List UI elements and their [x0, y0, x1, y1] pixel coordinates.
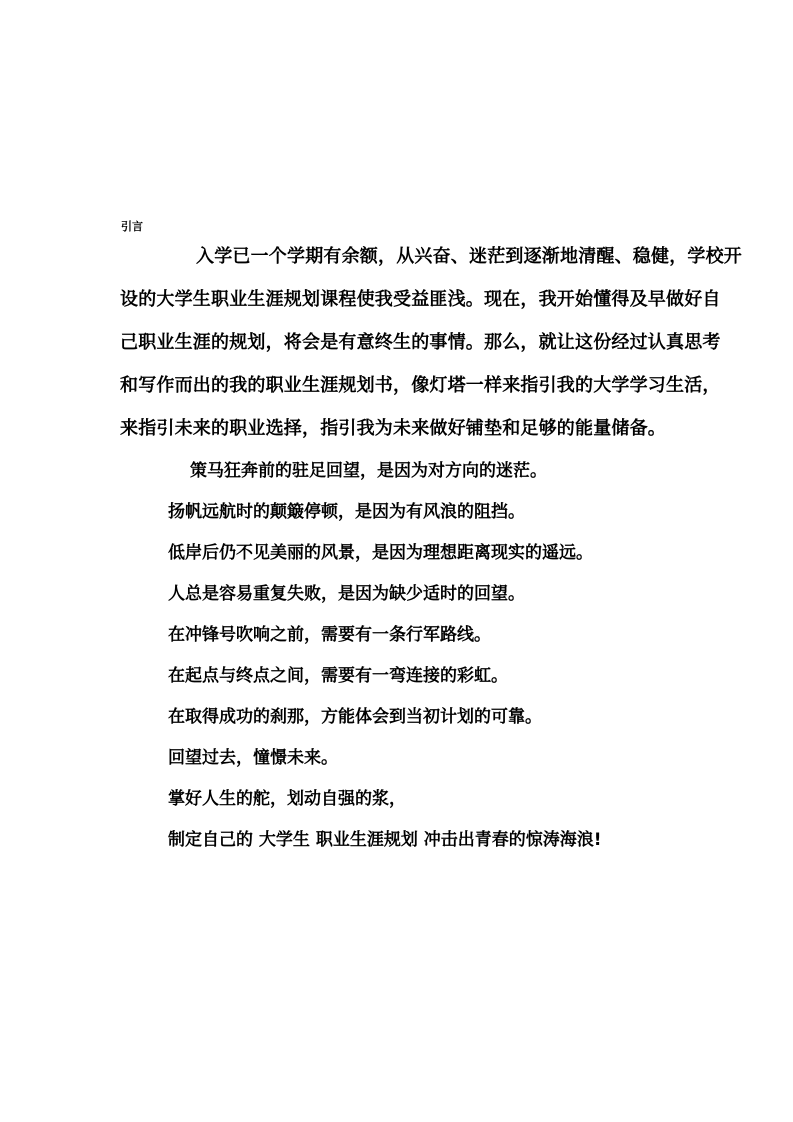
poem-line: 在冲锋号吹响之前，需要有一条行军路线。: [168, 625, 491, 645]
poem-line: 扬帆远航时的颠簸停顿，是因为有风浪的阻挡。: [168, 502, 525, 522]
poem-line: 人总是容易重复失败，是因为缺少适时的回望。: [168, 584, 525, 604]
paragraph-line: 来指引未来的职业选择，指引我为未来做好铺垫和足够的能量储备。: [120, 418, 666, 439]
poem-line: 低岸后仍不见美丽的风景，是因为理想距离现实的遥远。: [168, 543, 593, 563]
poem-line: 掌好人生的舵，划动自强的浆，: [168, 789, 406, 809]
poem-line: 制定自己的 大学生 职业生涯规划 冲击出青春的惊涛海浪!: [168, 830, 602, 850]
paragraph-line: 入学已一个学期有余额，从兴奋、迷茫到逐渐地清醒、稳健，学校开: [196, 246, 742, 267]
poem-line: 在起点与终点之间，需要有一弯连接的彩虹。: [168, 666, 508, 686]
paragraph-line: 己职业生涯的规划，将会是有意终生的事情。那么，就让这份经过认真思考: [120, 332, 721, 353]
paragraph-line: 和写作而出的我的职业生涯规划书，像灯塔一样来指引我的大学学习生活，: [120, 375, 721, 396]
poem-line: 在取得成功的刹那，方能体会到当初计划的可靠。: [168, 707, 542, 727]
intro-paragraph: [120, 247, 792, 462]
poem-line: 策马狂奔前的驻足回望，是因为对方向的迷茫。: [190, 461, 547, 481]
poem-block: [168, 461, 602, 871]
section-heading: 引言: [121, 220, 143, 233]
paragraph-line: 设的大学生职业生涯规划课程使我受益匪浅。现在，我开始懂得及早做好自: [120, 289, 721, 310]
poem-line: 回望过去，憧憬未来。: [168, 748, 338, 768]
